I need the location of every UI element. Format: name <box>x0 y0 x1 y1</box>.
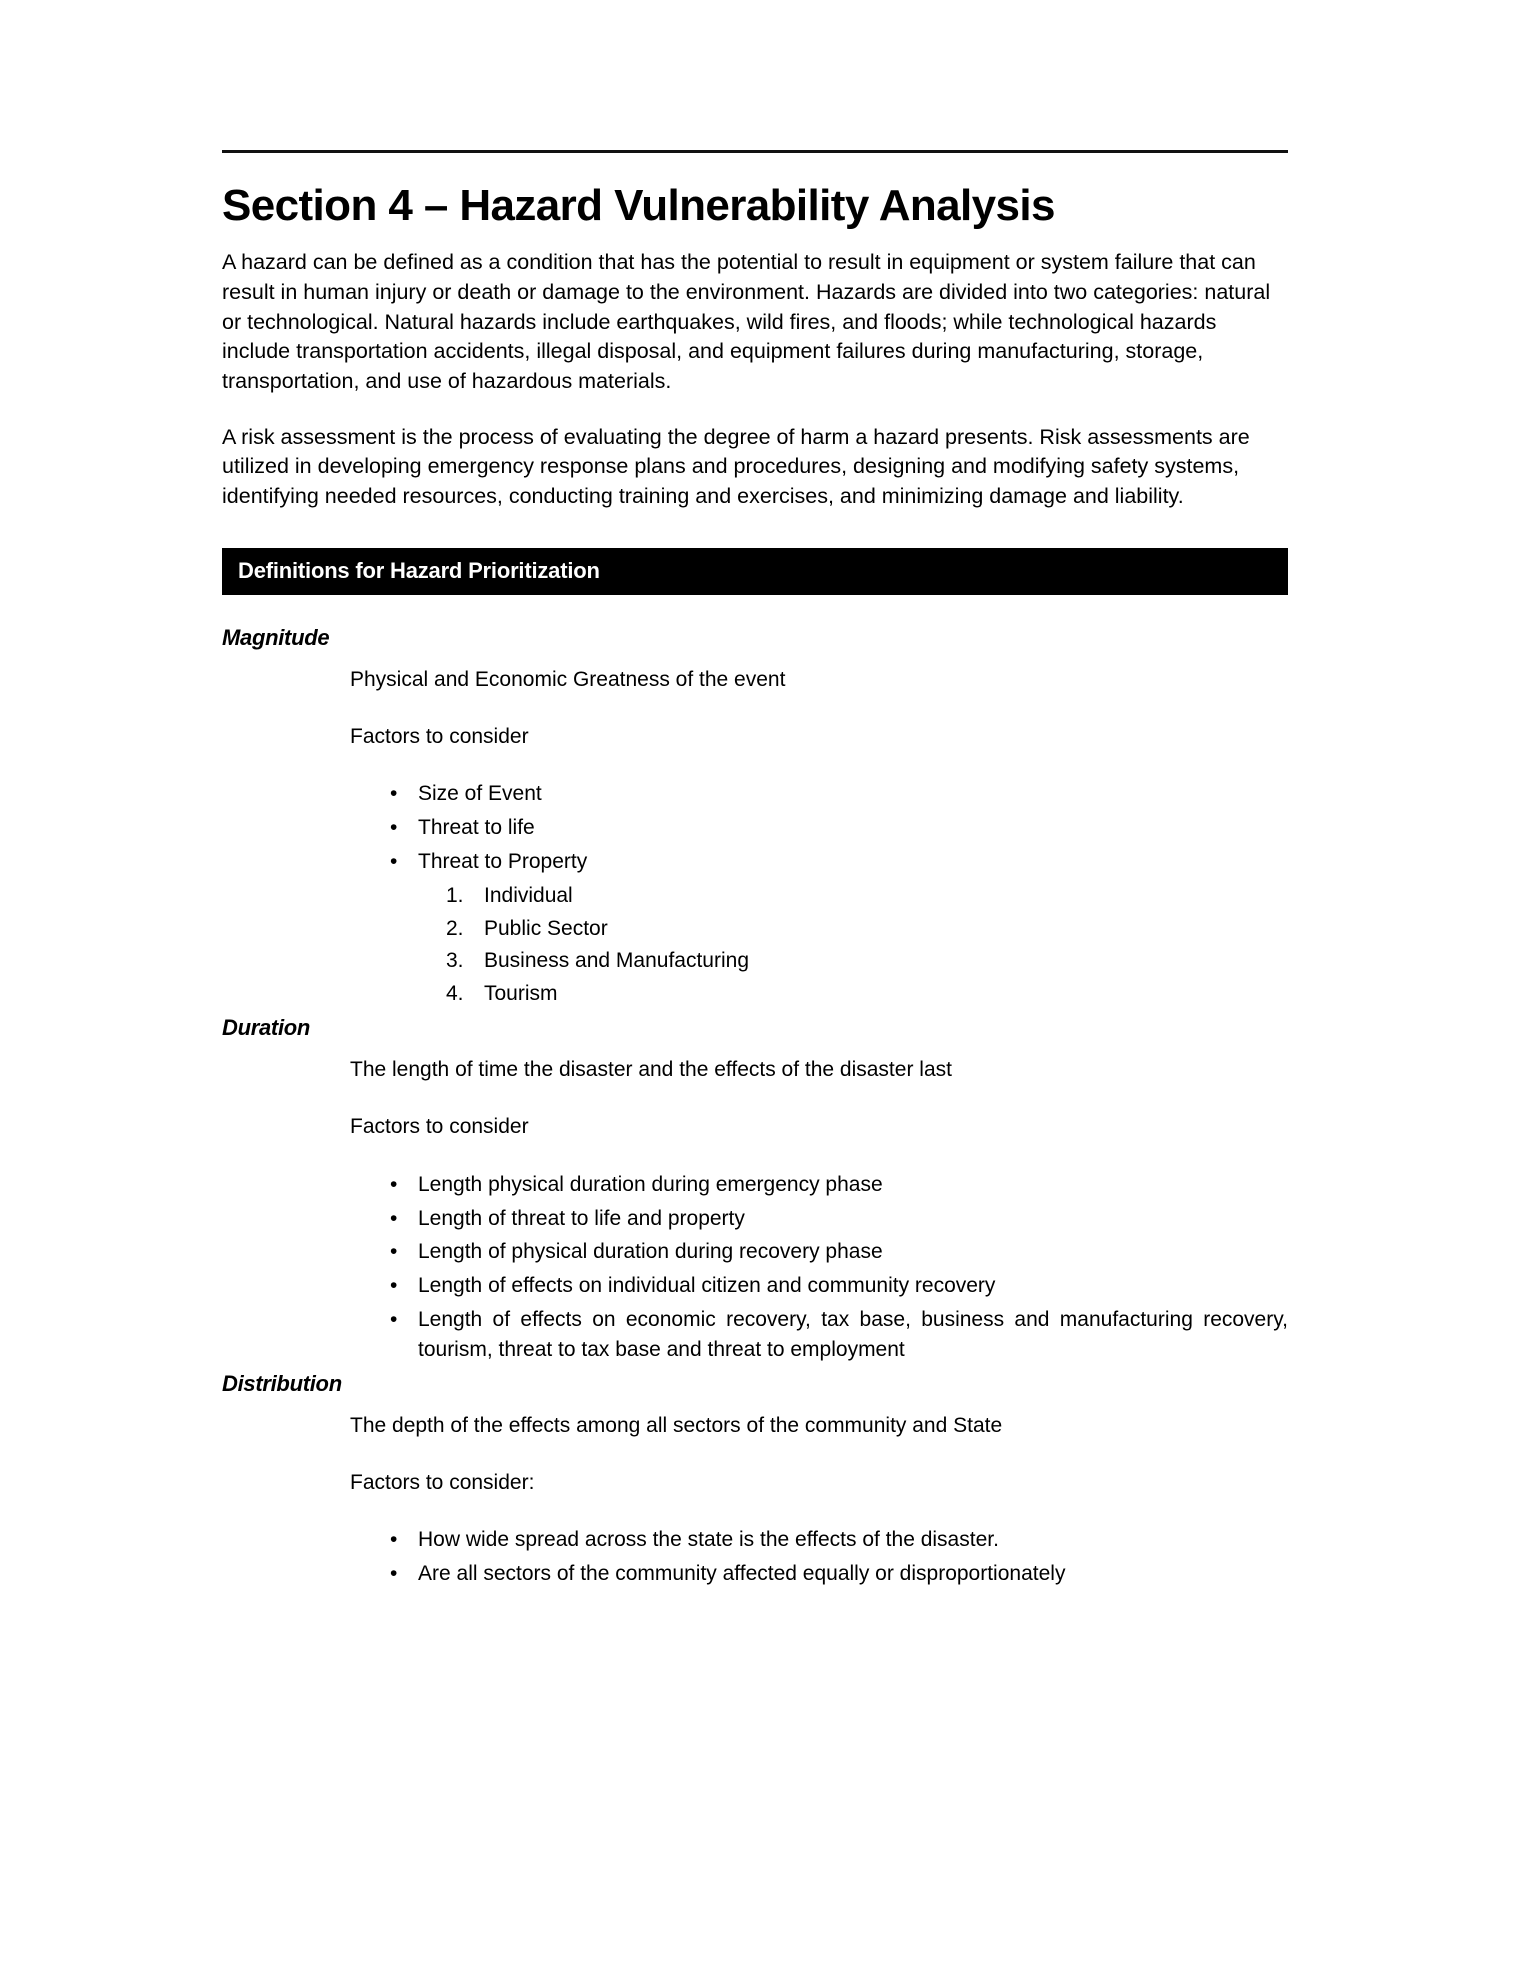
list-item-label: Length of effects on economic recovery, tax base, business and manufacturing recovery, tourism, threat to tax base and threat to employment <box>418 1308 1288 1361</box>
list-item-label: Length of threat to life and property <box>418 1206 745 1230</box>
duration-bullet-list <box>350 1170 1288 1365</box>
list-item-label: Threat to life <box>418 816 535 840</box>
list-item-label: Length of physical duration during recovery phase <box>418 1240 883 1264</box>
section-heading-distribution: Distribution <box>222 1370 342 1396</box>
bullet-icon: • <box>390 782 398 806</box>
section-heading-duration: Duration <box>222 1014 311 1040</box>
list-item <box>350 1525 1288 1555</box>
bullet-icon: • <box>390 849 398 873</box>
distribution-bullet-list <box>350 1525 1288 1589</box>
section-band-heading: Definitions for Hazard Prioritization <box>222 548 1288 595</box>
magnitude-numbered-list <box>350 881 1288 1009</box>
magnitude-definition: Physical and Economic Greatness of the event <box>350 667 786 691</box>
list-item <box>350 813 1288 843</box>
duration-body <box>350 1055 1288 1365</box>
list-item <box>350 1271 1288 1301</box>
page-title: Section 4 – Hazard Vulnerability Analysis <box>222 181 1055 230</box>
bullet-icon: • <box>390 1562 398 1586</box>
list-item-number: 1. <box>446 883 464 907</box>
distribution-factors-label: Factors to consider: <box>350 1471 535 1495</box>
list-item <box>350 1170 1288 1200</box>
bullet-icon: • <box>390 1172 398 1196</box>
bullet-icon: • <box>390 1308 398 1332</box>
list-item-number: 4. <box>446 982 464 1006</box>
list-item-label: How wide spread across the state is the effects of the disaster. <box>418 1528 999 1552</box>
bullet-icon: • <box>390 816 398 840</box>
intro-paragraph-1: A hazard can be defined as a condition that has the potential to result in equipment or system failure that can result in human injury or death or damage to the environment. Hazards are divided into two categories: natural or technological. Natural hazards include earthquakes, wild fires, and floods; while technological hazards include transportation accidents, illegal disposal, and equipment failures during manufacturing, storage, transportation, and use of hazardous materials. <box>222 250 1271 393</box>
bullet-icon: • <box>390 1274 398 1298</box>
magnitude-factors-label: Factors to consider <box>350 724 529 748</box>
bullet-icon: • <box>390 1206 398 1230</box>
list-item-label: Business and Manufacturing <box>484 949 749 973</box>
list-item <box>350 914 1288 944</box>
list-item-label: Individual <box>484 883 573 907</box>
distribution-body <box>350 1411 1288 1589</box>
list-item <box>350 847 1288 877</box>
magnitude-body <box>350 665 1288 1009</box>
list-item-label: Size of Event <box>418 782 542 806</box>
list-item-label: Length physical duration during emergency phase <box>418 1172 883 1196</box>
section-distribution <box>222 1371 1288 1589</box>
header-rule <box>222 150 1288 153</box>
list-item-label: Tourism <box>484 982 558 1006</box>
section-heading-magnitude: Magnitude <box>222 624 330 650</box>
list-item <box>350 1559 1288 1589</box>
list-item <box>350 946 1288 976</box>
list-item-label: Length of effects on individual citizen and community recovery <box>418 1274 996 1298</box>
bullet-icon: • <box>390 1528 398 1552</box>
list-item <box>350 1305 1288 1365</box>
list-item <box>350 779 1288 809</box>
list-item-number: 2. <box>446 916 464 940</box>
list-item-label: Threat to Property <box>418 849 588 873</box>
list-item <box>350 1204 1288 1234</box>
section-duration <box>222 1015 1288 1365</box>
list-item <box>350 979 1288 1009</box>
list-item <box>350 881 1288 911</box>
magnitude-bullet-list <box>350 779 1288 876</box>
list-item <box>350 1237 1288 1267</box>
list-item-number: 3. <box>446 949 464 973</box>
section-magnitude <box>222 625 1288 1009</box>
duration-factors-label: Factors to consider <box>350 1115 529 1139</box>
bullet-icon: • <box>390 1240 398 1264</box>
list-item-label: Are all sectors of the community affected equally or disproportionately <box>418 1562 1066 1586</box>
document-content <box>222 150 1288 1595</box>
distribution-definition: The depth of the effects among all sectors of the community and State <box>350 1413 1003 1437</box>
list-item-label: Public Sector <box>484 916 608 940</box>
duration-definition: The length of time the disaster and the effects of the disaster last <box>350 1057 952 1081</box>
intro-paragraph-2: A risk assessment is the process of evaluating the degree of harm a hazard presents. Risk assessments are utilized in developing emergency response plans and procedures, designing and modifying safety systems, identifying needed resources, conducting training and exercises, and minimizing damage and liability. <box>222 424 1250 508</box>
